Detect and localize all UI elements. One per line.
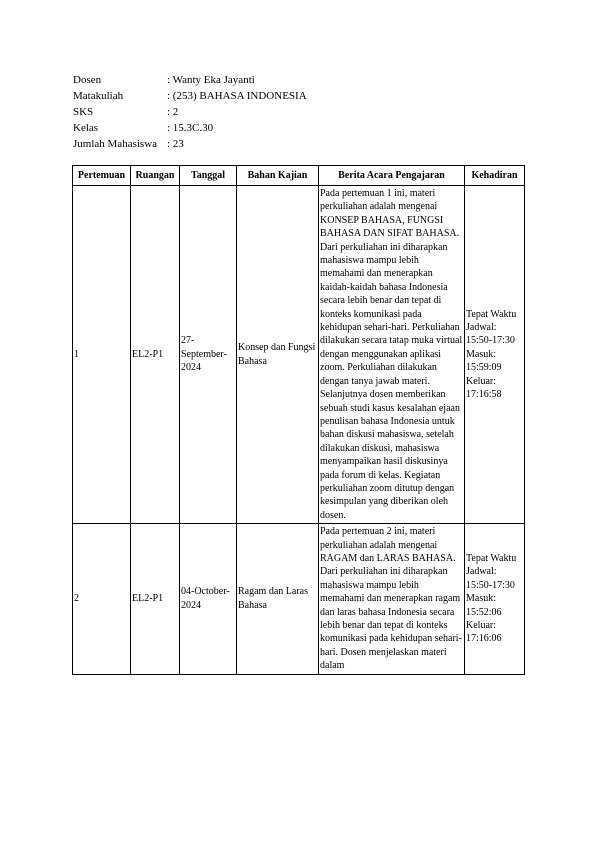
cell-bahan-kajian: Konsep dan Fungsi Bahasa (237, 186, 319, 524)
column-header-tanggal: Tanggal (180, 166, 237, 186)
cell-kehadiran: Tepat Waktu Jadwal: 15:50-17:30 Masuk: 15:52:06 Keluar: 17:16:06 (465, 524, 525, 674)
info-label: Matakuliah (73, 90, 124, 102)
cell-ruangan: EL2-P1 (131, 524, 180, 674)
cell-berita-acara: Pada pertemuan 1 ini, materi perkuliahan adalah mengenai KONSEP BAHASA, FUNGSI BAHASA DAN SIFAT BAHASA. Dari perkuliahan ini diharapkan mahasiswa mampu lebih memahami dan menerapkan kaidah-kaidah bahasa Indonesia secara lebih benar dan tepat di konteks komunikasi pada kehidupan sehari-hari. Perkuliahan dilakukan secara tatap muka virtual dengan menggunakan aplikasi zoom. Perkuliahan dilakukan dengan tanya jawab materi. Selanjutnya dosen memberikan sebuah studi kasus kesalahan ejaan penulisan bahasa Indonesia untuk bahan diskusi mahasiswa, setelah dilakukan diskusi, mahasiswa menyampaikan hasil diskusinya pada forum di kelas. Kegiatan perkuliahan zoom ditutup dengan kesimpulan yang diberikan oleh dosen. (319, 186, 465, 524)
info-row-kelas (73, 120, 307, 136)
cell-tanggal: 27-September-2024 (180, 186, 237, 524)
info-label: SKS (73, 106, 94, 118)
info-row-dosen (73, 72, 307, 88)
info-label: Jumlah Mahasiswa (73, 138, 158, 150)
info-value: : (253) BAHASA INDONESIA (167, 90, 307, 102)
cell-tanggal: 04-October-2024 (180, 524, 237, 674)
table-row (73, 186, 525, 524)
info-label: Kelas (73, 122, 99, 134)
column-header-bahan-kajian: Bahan Kajian (237, 166, 319, 186)
info-row-matakuliah (73, 88, 307, 104)
cell-pertemuan: 1 (73, 186, 131, 524)
column-header-kehadiran: Kehadiran (465, 166, 525, 186)
cell-bahan-kajian: Ragam dan Laras Bahasa (237, 524, 319, 674)
course-info (73, 72, 307, 152)
column-header-pertemuan: Pertemuan (73, 166, 131, 186)
info-value: : 15.3C.30 (167, 122, 214, 134)
info-value: : 2 (167, 106, 179, 118)
attendance-table (72, 165, 525, 675)
cell-pertemuan: 2 (73, 524, 131, 674)
info-row-sks (73, 104, 307, 120)
info-value: : 23 (167, 138, 184, 150)
info-value: : Wanty Eka Jayanti (167, 74, 255, 86)
info-row-jumlah-mahasiswa (73, 136, 307, 152)
column-header-ruangan: Ruangan (131, 166, 180, 186)
info-label: Dosen (73, 74, 102, 86)
cell-kehadiran: Tepat Waktu Jadwal: 15:50-17:30 Masuk: 15:59:09 Keluar: 17:16:58 (465, 186, 525, 524)
column-header-berita-acara: Berita Acara Pengajaran (319, 166, 465, 186)
table-header-row (73, 166, 525, 186)
cell-ruangan: EL2-P1 (131, 186, 180, 524)
cell-berita-acara: Pada pertemuan 2 ini, materi perkuliahan adalah mengenai RAGAM dan LARAS BAHASA. Dari perkuliahan ini diharapkan mahasiswa mampu lebih memahami dan menerapkan ragam dan laras bahasa Indonesia secara lebih benar dan tepat di konteks komunikasi pada kehidupan sehari-hari. Dosen menjelaskan materi dalam (319, 524, 465, 674)
table-row (73, 524, 525, 674)
